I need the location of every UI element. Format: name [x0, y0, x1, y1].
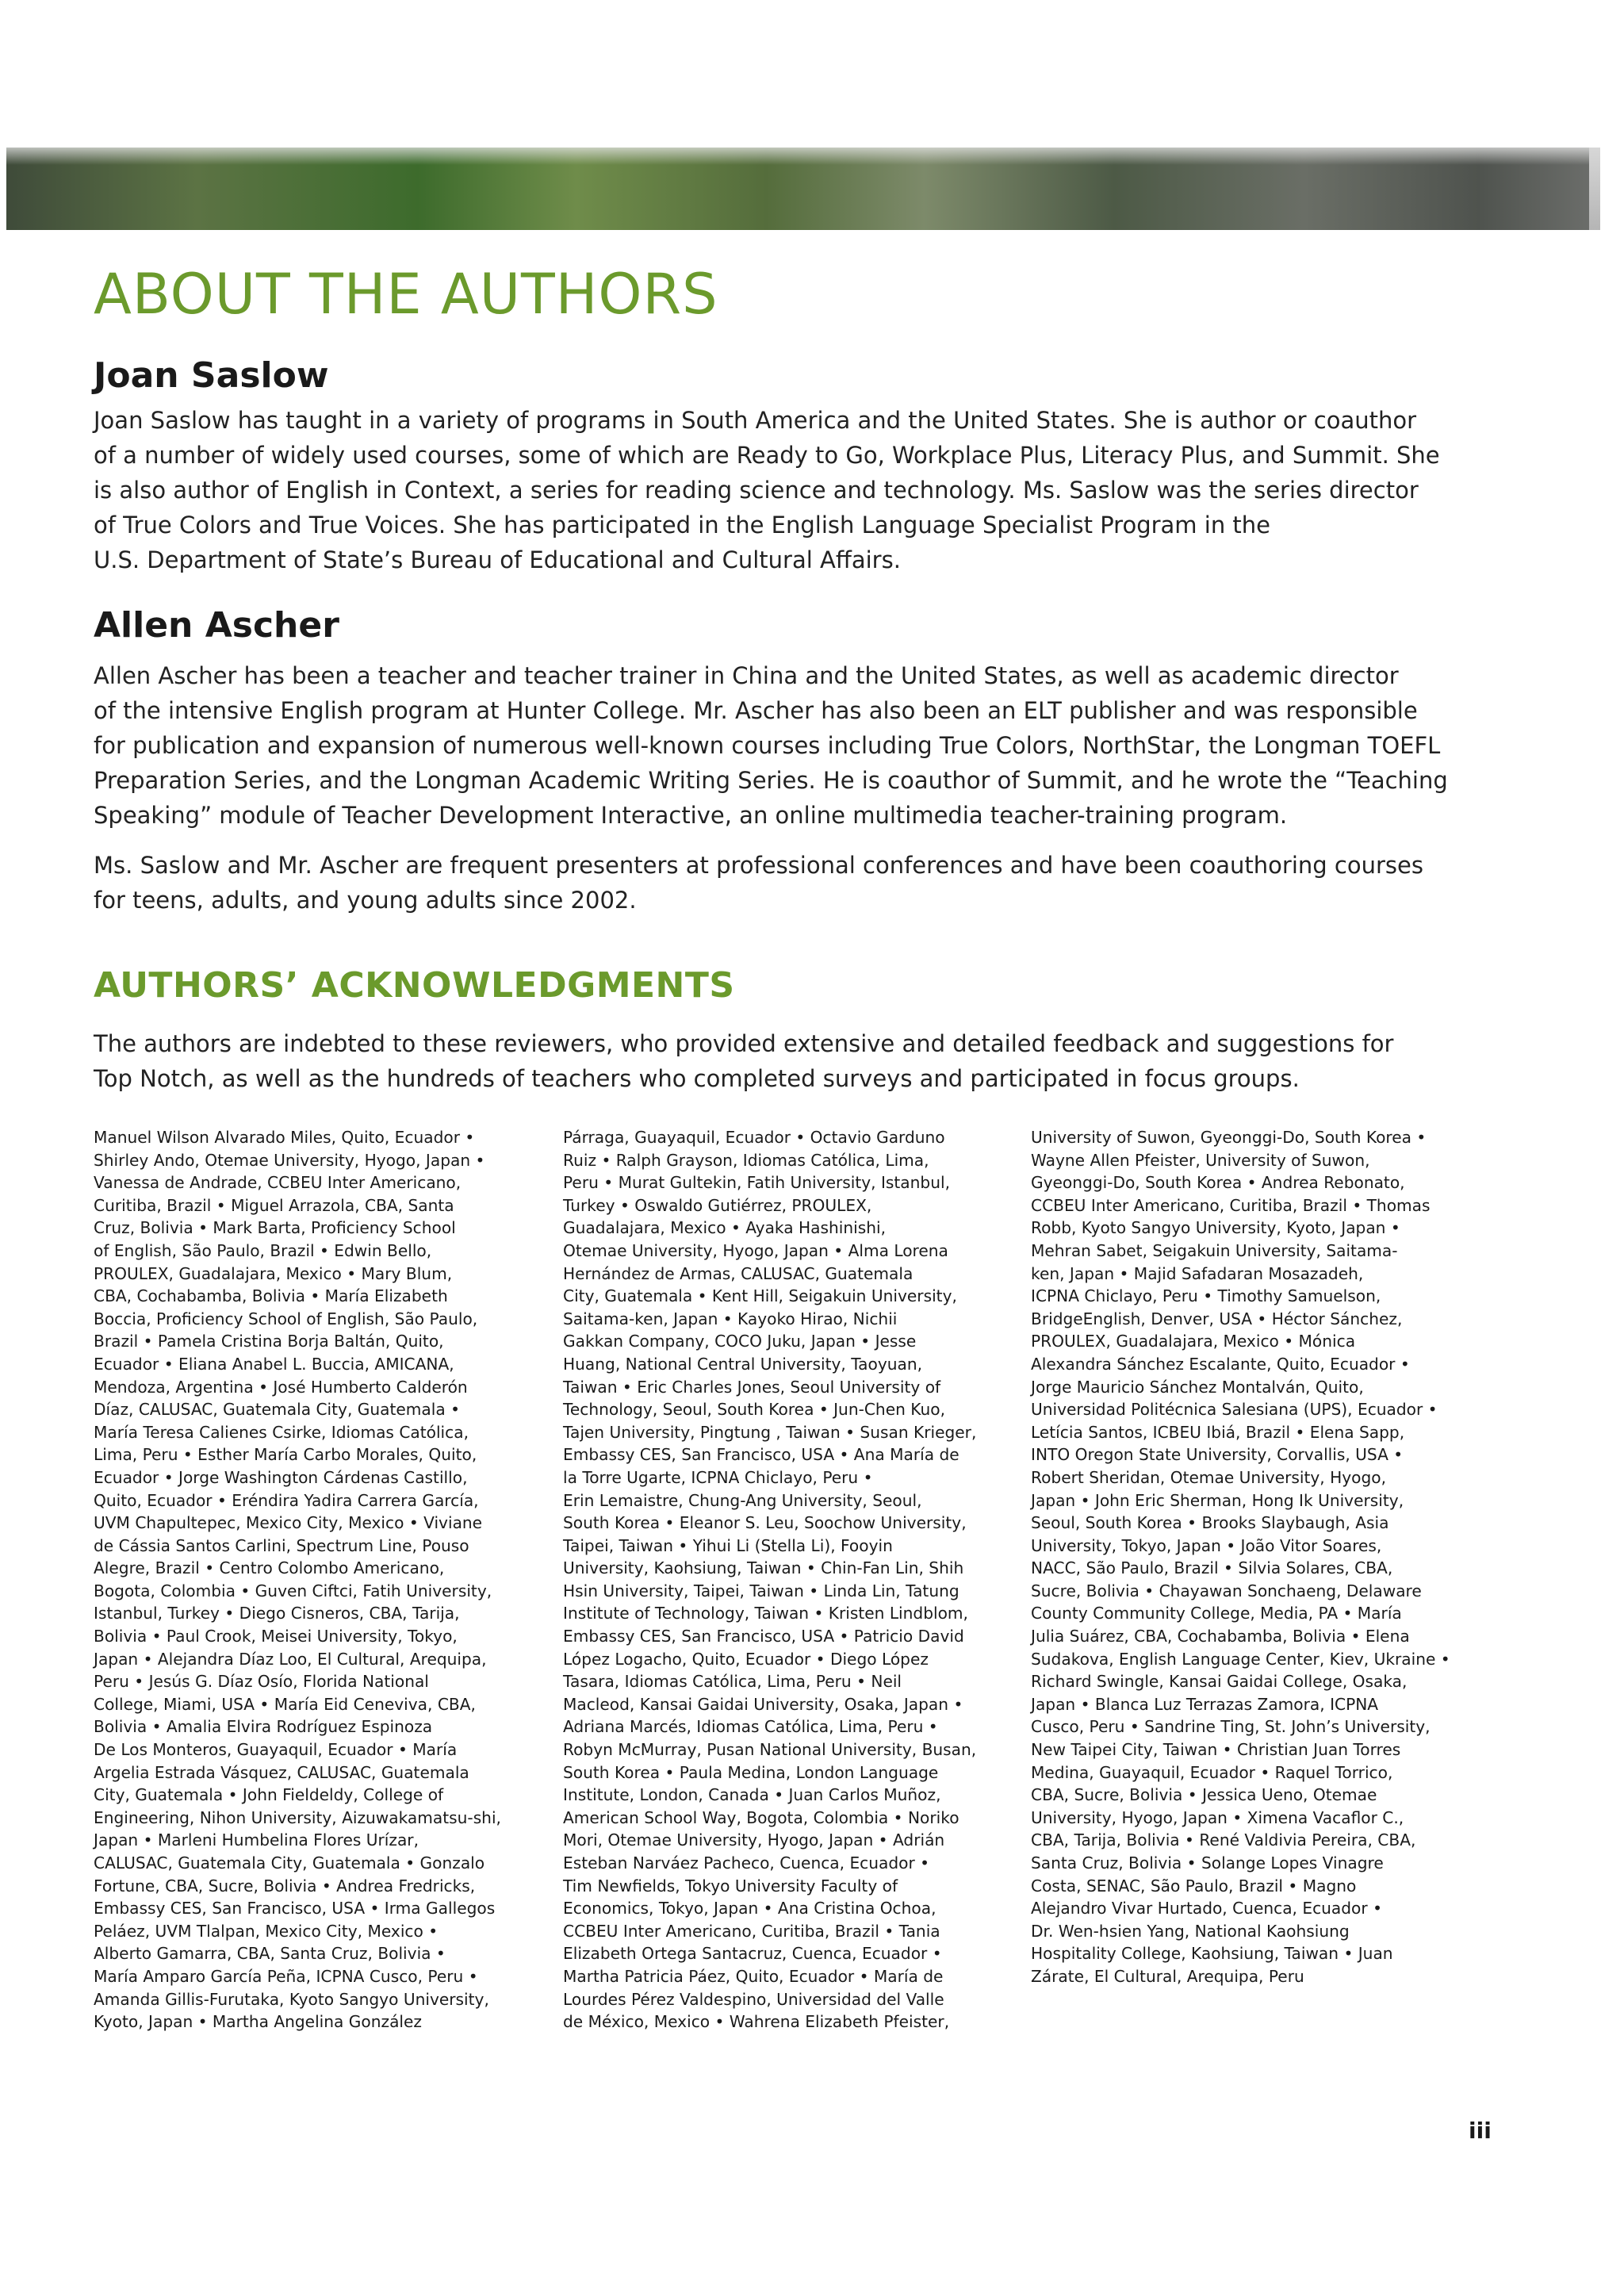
reviewer-line: Universidad Politécnica Salesiana (UPS), Ecuador •: [1031, 1400, 1438, 1420]
bio-line: U.S. Department of State’s Bureau of Educational and Cultural Affairs.: [94, 546, 901, 573]
reviewer-line: Robb, Kyoto Sangyo University, Kyoto, Japan •: [1031, 1218, 1400, 1238]
bio-line: of a number of widely used courses, some of which are Ready to Go, Workplace Plus, Literacy Plus, and Summit. She: [94, 442, 1440, 469]
joint-paragraph: [94, 848, 1457, 918]
reviewer-line: Ecuador • Jorge Washington Cárdenas Castillo,: [94, 1467, 468, 1487]
reviewer-line: Embassy CES, San Francisco, USA • Irma Gallegos: [94, 1899, 496, 1918]
reviewer-line: Dr. Wen-hsien Yang, National Kaohsiung: [1031, 1921, 1350, 1941]
reviewer-line: Shirley Ando, Otemae University, Hyogo, Japan •: [94, 1150, 485, 1170]
reviewer-line: Engineering, Nihon University, Aizuwakamatsu-shi,: [94, 1807, 501, 1827]
reviewer-line: Martha Patricia Páez, Quito, Ecuador • María de: [563, 1966, 944, 1986]
reviewer-line: Kyoto, Japan • Martha Angelina González: [94, 2012, 423, 2032]
reviewer-line: Boccia, Proficiency School of English, São Paulo,: [94, 1309, 478, 1328]
joint-line: Ms. Saslow and Mr. Ascher are frequent presenters at professional conferences and have been coauthoring courses: [94, 852, 1423, 879]
reviewer-line: Alejandro Vivar Hurtado, Cuenca, Ecuador •: [1031, 1899, 1382, 1918]
reviewer-line: City, Guatemala • John Fieldeldy, College of: [94, 1785, 444, 1805]
reviewer-line: Argelia Estrada Vásquez, CALUSAC, Guatemala: [94, 1762, 469, 1782]
reviewer-line: South Korea • Paula Medina, London Language: [563, 1762, 939, 1782]
bio-line: Allen Ascher has been a teacher and teacher trainer in China and the United States, as well as academic director: [94, 662, 1399, 689]
reviewer-line: Istanbul, Turkey • Diego Cisneros, CBA, Tarija,: [94, 1604, 460, 1623]
reviewer-line: Letícia Santos, ICBEU Ibiá, Brazil • Elena Sapp,: [1031, 1422, 1405, 1442]
reviewer-line: Mendoza, Argentina • José Humberto Calderón: [94, 1377, 468, 1397]
reviewer-line: Hospitality College, Kaohsiung, Taiwan • Juan: [1031, 1944, 1393, 1964]
reviewer-line: Tajen University, Pingtung , Taiwan • Susan Krieger,: [563, 1422, 977, 1442]
intro-line: Top Notch, as well as the hundreds of teachers who completed surveys and participated in focus groups.: [94, 1065, 1300, 1092]
reviewer-line: Institute of Technology, Taiwan • Kristen Lindblom,: [563, 1604, 968, 1623]
reviewer-line: University of Suwon, Gyeonggi-Do, South Korea •: [1031, 1128, 1427, 1147]
reviewer-line: Bolivia • Paul Crook, Meisei University, Tokyo,: [94, 1627, 458, 1646]
reviewer-line: University, Tokyo, Japan • João Vitor Soares,: [1031, 1535, 1382, 1555]
reviewer-line: Erin Lemaistre, Chung-Ang University, Seoul,: [563, 1490, 922, 1510]
reviewer-line: Tim Newfields, Tokyo University Faculty of: [563, 1876, 898, 1895]
author-name-ascher: Allen Ascher: [94, 605, 339, 646]
reviewer-line: County Community College, Media, PA • María: [1031, 1604, 1402, 1623]
reviewer-line: Gakkan Company, COCO Juku, Japan • Jesse: [563, 1332, 917, 1351]
reviewer-line: American School Way, Bogota, Colombia • Noriko: [563, 1807, 959, 1827]
reviewer-line: Medina, Guayaquil, Ecuador • Raquel Torrico,: [1031, 1762, 1393, 1782]
reviewer-line: Robert Sheridan, Otemae University, Hyogo,: [1031, 1467, 1387, 1487]
reviewers-column-2: [563, 1126, 1023, 2033]
bio-line: Joan Saslow has taught in a variety of programs in South America and the United States. She is author or coauthor: [94, 407, 1417, 434]
acknowledgments-intro: [94, 1026, 1457, 1096]
reviewer-line: Mori, Otemae University, Hyogo, Japan • Adrián: [563, 1830, 945, 1850]
reviewer-line: Elizabeth Ortega Santacruz, Cuenca, Ecuador •: [563, 1944, 942, 1964]
reviewer-line: Gyeonggi-Do, South Korea • Andrea Rebonato,: [1031, 1173, 1405, 1193]
reviewer-line: CCBEU Inter Americano, Curitiba, Brazil • Thomas: [1031, 1195, 1431, 1215]
reviewer-line: Fortune, CBA, Sucre, Bolivia • Andrea Fredricks,: [94, 1876, 476, 1895]
reviewer-line: Embassy CES, San Francisco, USA • Ana María de: [563, 1445, 959, 1465]
reviewer-line: Manuel Wilson Alvarado Miles, Quito, Ecuador •: [94, 1128, 475, 1147]
reviewer-line: Esteban Narváez Pacheco, Cuenca, Ecuador •: [563, 1853, 930, 1872]
reviewer-line: Taiwan • Eric Charles Jones, Seoul University of: [563, 1377, 941, 1397]
reviewer-line: South Korea • Eleanor S. Leu, Soochow University,: [563, 1513, 967, 1533]
author-bio-ascher: [94, 658, 1457, 833]
reviewer-line: Taipei, Taiwan • Yihui Li (Stella Li), Fooyin: [563, 1535, 893, 1555]
author-bio-saslow: [94, 403, 1457, 577]
intro-line: The authors are indebted to these reviewers, who provided extensive and detailed feedback and suggestions for: [94, 1030, 1394, 1057]
reviewer-line: Alegre, Brazil • Centro Colombo Americano,: [94, 1558, 445, 1578]
reviewer-line: Costa, SENAC, São Paulo, Brazil • Magno: [1031, 1876, 1357, 1895]
reviewer-line: Embassy CES, San Francisco, USA • Patricio David: [563, 1627, 964, 1646]
reviewer-line: CCBEU Inter Americano, Curitiba, Brazil • Tania: [563, 1921, 940, 1941]
reviewer-line: Hernández de Armas, CALUSAC, Guatemala: [563, 1263, 914, 1283]
reviewer-line: ken, Japan • Majid Safadaran Mosazadeh,: [1031, 1263, 1364, 1283]
bio-line: Preparation Series, and the Longman Academic Writing Series. He is coauthor of Summit, and he wrote the “Teaching: [94, 767, 1448, 794]
joint-line: for teens, adults, and young adults since 2002.: [94, 887, 637, 914]
reviewer-line: Mehran Sabet, Seigakuin University, Saitama-: [1031, 1240, 1398, 1260]
reviewer-line: Ruiz • Ralph Grayson, Idiomas Católica, Lima,: [563, 1150, 929, 1170]
reviewer-line: NACC, São Paulo, Brazil • Silvia Solares, CBA,: [1031, 1558, 1393, 1578]
reviewer-line: Japan • John Eric Sherman, Hong Ik University,: [1031, 1490, 1404, 1510]
bio-line: for publication and expansion of numerous well-known courses including True Colors, NorthStar, the Longman TOEFL: [94, 732, 1441, 759]
reviewer-line: Otemae University, Hyogo, Japan • Alma Lorena: [563, 1240, 948, 1260]
reviewer-line: Technology, Seoul, South Korea • Jun-Chen Kuo,: [563, 1400, 945, 1420]
reviewer-line: Institute, London, Canada • Juan Carlos Muñoz,: [563, 1785, 941, 1805]
reviewer-line: Peláez, UVM Tlalpan, Mexico City, Mexico •: [94, 1921, 439, 1941]
reviewer-line: Japan • Alejandra Díaz Loo, El Cultural, Arequipa,: [94, 1649, 487, 1669]
bio-line: of the intensive English program at Hunter College. Mr. Ascher has also been an ELT publisher and was responsible: [94, 697, 1418, 724]
reviewer-line: de México, Mexico • Wahrena Elizabeth Pfeister,: [563, 2012, 950, 2032]
acknowledgments-title: AUTHORS’ ACKNOWLEDGMENTS: [94, 965, 735, 1006]
reviewer-line: Macleod, Kansai Gaidai University, Osaka, Japan •: [563, 1694, 963, 1714]
reviewer-line: Lourdes Pérez Valdespino, Universidad del Valle: [563, 1989, 944, 2009]
reviewer-line: Sudakova, English Language Center, Kiev, Ukraine •: [1031, 1649, 1450, 1669]
reviewer-line: CBA, Cochabamba, Bolivia • María Elizabeth: [94, 1286, 448, 1306]
reviewer-line: Tasara, Idiomas Católica, Lima, Peru • Neil: [563, 1672, 902, 1692]
reviewer-line: CALUSAC, Guatemala City, Guatemala • Gonzalo: [94, 1853, 485, 1872]
page-number: iii: [1469, 2118, 1492, 2144]
reviewer-line: López Logacho, Quito, Ecuador • Diego López: [563, 1649, 929, 1669]
reviewer-line: María Amparo García Peña, ICPNA Cusco, Peru •: [94, 1966, 478, 1986]
reviewer-line: of English, São Paulo, Brazil • Edwin Bello,: [94, 1240, 432, 1260]
reviewer-line: Bogota, Colombia • Guven Ciftci, Fatih University,: [94, 1581, 492, 1600]
reviewer-line: Párraga, Guayaquil, Ecuador • Octavio Garduno: [563, 1128, 945, 1147]
reviewer-line: City, Guatemala • Kent Hill, Seigakuin University,: [563, 1286, 957, 1306]
reviewer-line: Julia Suárez, CBA, Cochabamba, Bolivia • Elena: [1031, 1627, 1410, 1646]
reviewer-line: Robyn McMurray, Pusan National University, Busan,: [563, 1740, 977, 1760]
bio-line: of True Colors and True Voices. She has participated in the English Language Specialist Program in the: [94, 512, 1271, 539]
reviewer-line: Brazil • Pamela Cristina Borja Baltán, Quito,: [94, 1332, 444, 1351]
reviewer-line: Wayne Allen Pfeister, University of Suwon,: [1031, 1150, 1370, 1170]
reviewer-line: Zárate, El Cultural, Arequipa, Peru: [1031, 1966, 1304, 1986]
reviewer-line: Guadalajara, Mexico • Ayaka Hashinishi,: [563, 1218, 886, 1238]
reviewer-line: BridgeEnglish, Denver, USA • Héctor Sánchez,: [1031, 1309, 1403, 1328]
bio-line: Speaking” module of Teacher Development Interactive, an online multimedia teacher-training program.: [94, 802, 1288, 829]
reviewer-line: Japan • Marleni Humbelina Flores Urízar,: [94, 1830, 419, 1850]
reviewer-line: Jorge Mauricio Sánchez Montalván, Quito,: [1031, 1377, 1364, 1397]
reviewer-line: María Teresa Calienes Csirke, Idiomas Católica,: [94, 1422, 469, 1442]
reviewer-line: Cusco, Peru • Sandrine Ting, St. John’s University,: [1031, 1717, 1431, 1737]
reviewer-line: INTO Oregon State University, Corvallis, USA •: [1031, 1445, 1404, 1465]
reviewer-line: Alberto Gamarra, CBA, Santa Cruz, Bolivia •: [94, 1944, 446, 1964]
reviewer-line: Quito, Ecuador • Eréndira Yadira Carrera García,: [94, 1490, 479, 1510]
reviewer-line: de Cássia Santos Carlini, Spectrum Line, Pouso: [94, 1535, 469, 1555]
reviewers-column-1: [94, 1126, 553, 2033]
reviewer-line: Sucre, Bolivia • Chayawan Sonchaeng, Delaware: [1031, 1581, 1422, 1600]
reviewer-line: Economics, Tokyo, Japan • Ana Cristina Ochoa,: [563, 1899, 936, 1918]
reviewer-line: Vanessa de Andrade, CCBEU Inter Americano,: [94, 1173, 462, 1193]
reviewer-line: Richard Swingle, Kansai Gaidai College, Osaka,: [1031, 1672, 1408, 1692]
reviewer-line: Japan • Blanca Luz Terrazas Zamora, ICPNA: [1031, 1694, 1379, 1714]
reviewer-line: la Torre Ugarte, ICPNA Chiclayo, Peru •: [563, 1467, 873, 1487]
reviewer-line: PROULEX, Guadalajara, Mexico • Mónica: [1031, 1332, 1356, 1351]
reviewers-column-3: [1031, 1126, 1491, 1988]
reviewer-line: New Taipei City, Taiwan • Christian Juan Torres: [1031, 1740, 1401, 1760]
reviewer-line: Turkey • Oswaldo Gutiérrez, PROULEX,: [563, 1195, 872, 1215]
reviewer-line: Saitama-ken, Japan • Kayoko Hirao, Nichii: [563, 1309, 898, 1328]
reviewer-line: Cruz, Bolivia • Mark Barta, Proficiency School: [94, 1218, 456, 1238]
reviewer-line: CBA, Tarija, Bolivia • René Valdivia Pereira, CBA,: [1031, 1830, 1416, 1850]
reviewer-line: Ecuador • Eliana Anabel L. Buccia, AMICANA,: [94, 1354, 454, 1374]
reviewer-line: Alexandra Sánchez Escalante, Quito, Ecuador •: [1031, 1354, 1410, 1374]
reviewer-line: Peru • Jesús G. Díaz Osío, Florida National: [94, 1672, 429, 1692]
reviewer-line: Lima, Peru • Esther María Carbo Morales, Quito,: [94, 1445, 477, 1465]
header-banner-image: [6, 148, 1589, 230]
reviewer-line: University, Kaohsiung, Taiwan • Chin-Fan Lin, Shih: [563, 1558, 964, 1578]
reviewer-line: Huang, National Central University, Taoyuan,: [563, 1354, 923, 1374]
reviewer-line: Santa Cruz, Bolivia • Solange Lopes Vinagre: [1031, 1853, 1384, 1872]
reviewer-line: University, Hyogo, Japan • Ximena Vacaflor C.,: [1031, 1807, 1404, 1827]
bio-line: is also author of English in Context, a series for reading science and technology. Ms. Saslow was the series director: [94, 477, 1419, 504]
author-name-saslow: Joan Saslow: [94, 355, 329, 396]
reviewer-line: CBA, Sucre, Bolivia • Jessica Ueno, Otemae: [1031, 1785, 1377, 1805]
reviewer-line: Hsin University, Taipei, Taiwan • Linda Lin, Tatung: [563, 1581, 959, 1600]
reviewer-line: Amanda Gillis-Furutaka, Kyoto Sangyo University,: [94, 1989, 489, 2009]
reviewer-line: Curitiba, Brazil • Miguel Arrazola, CBA, Santa: [94, 1195, 454, 1215]
reviewer-line: UVM Chapultepec, Mexico City, Mexico • Viviane: [94, 1513, 483, 1533]
reviewer-line: Adriana Marcés, Idiomas Católica, Lima, Peru •: [563, 1717, 938, 1737]
reviewer-line: ICPNA Chiclayo, Peru • Timothy Samuelson,: [1031, 1286, 1381, 1306]
reviewer-line: Díaz, CALUSAC, Guatemala City, Guatemala •: [94, 1400, 461, 1420]
page-title: ABOUT THE AUTHORS: [94, 262, 718, 327]
reviewer-line: Peru • Murat Gultekin, Fatih University, Istanbul,: [563, 1173, 950, 1193]
reviewer-line: PROULEX, Guadalajara, Mexico • Mary Blum,: [94, 1263, 453, 1283]
reviewer-line: College, Miami, USA • María Eid Ceneviva, CBA,: [94, 1694, 476, 1714]
reviewer-line: De Los Monteros, Guayaquil, Ecuador • María: [94, 1740, 458, 1760]
reviewer-line: Bolivia • Amalia Elvira Rodríguez Espinoza: [94, 1717, 433, 1737]
reviewer-line: Seoul, South Korea • Brooks Slaybaugh, Asia: [1031, 1513, 1389, 1533]
